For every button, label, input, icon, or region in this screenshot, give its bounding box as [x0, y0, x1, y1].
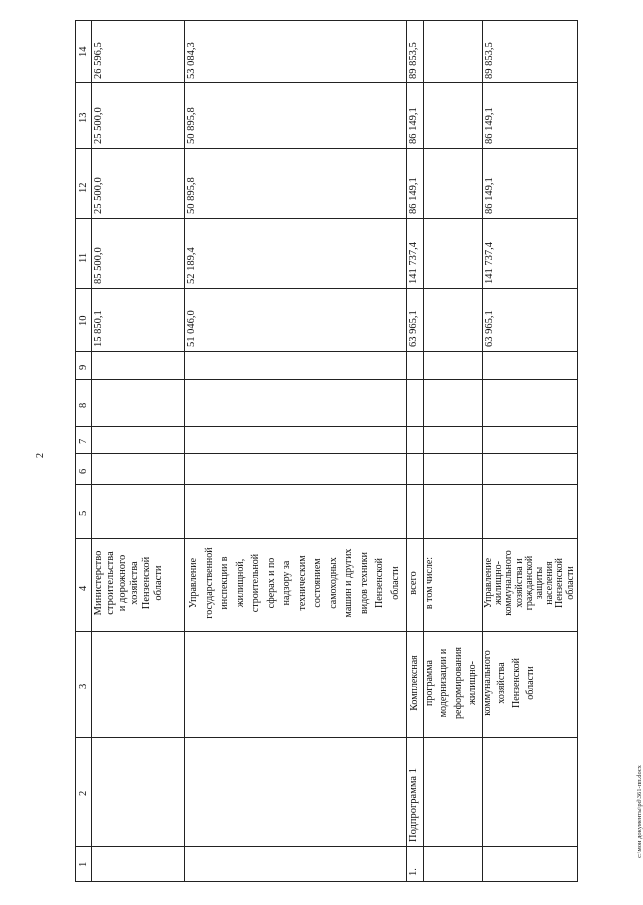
row5-col4-line4: хозяйства и: [513, 558, 525, 608]
col-line-3-2: [76, 737, 577, 738]
row3-col14: 89 853,5: [408, 42, 419, 79]
row1-col4-line1: Министерство: [93, 550, 104, 616]
header-13: 13: [78, 112, 89, 123]
row3-col13: 86 149,1: [408, 107, 419, 144]
row5-col4-line6: защиты: [534, 566, 546, 600]
row2-col4-line7: надзору за: [281, 560, 292, 606]
row2-col10: 51 046,0: [186, 310, 197, 347]
header-4: 4: [78, 585, 89, 591]
col-line-7-6: [76, 453, 577, 454]
row2-col4-line5: строительной: [250, 553, 261, 613]
col-line-12-11: [76, 218, 577, 219]
row3-col12: 86 149,1: [408, 177, 419, 214]
row1-col4-line5: Пензенской: [141, 556, 152, 610]
row5-col4-line9: области: [564, 566, 576, 600]
row2-col4-line9: состоянием: [312, 558, 323, 608]
row3-col1: 1.: [408, 868, 419, 876]
row2-col13: 50 895,8: [186, 107, 197, 144]
row5-col4-line8: Пензенской: [554, 558, 566, 608]
row-line-2: [406, 21, 407, 881]
row3-col3-line8: Пензенской: [510, 658, 522, 708]
col-line-8-7: [76, 426, 577, 427]
row3-col3: [408, 633, 539, 733]
row2-col14: 53 084,3: [186, 42, 197, 79]
col-line-11-10: [76, 288, 577, 289]
row-line-1: [184, 21, 185, 881]
row1-col4-line2: строительства: [105, 551, 116, 615]
col-line-13-12: [76, 148, 577, 149]
header-3: 3: [78, 683, 89, 689]
row2-col4-line11: машин и других: [343, 548, 354, 618]
row1-col14: 26 596,5: [93, 42, 104, 79]
row-line-3: [423, 21, 424, 881]
page-number: 2: [35, 453, 46, 458]
row1-col12: 25 500,0: [93, 177, 104, 214]
header-14: 14: [78, 46, 89, 57]
row2-col4-line10: самоходных: [327, 557, 339, 609]
row2-col11: 52 189,4: [186, 247, 197, 284]
row1-col4: [93, 539, 165, 627]
row1-col4-line3: и дорожного: [117, 554, 128, 612]
row5-col4-line5: гражданской: [523, 555, 535, 611]
row5-col4-line2: жилищно-: [493, 561, 505, 605]
row2-col4-line3: инспекции в: [219, 556, 230, 610]
row1-col11: 85 500,0: [93, 247, 104, 284]
row2-col4-line13: Пензенской: [374, 558, 385, 608]
row1-col13: 25 500,0: [93, 107, 104, 144]
row3-col3-line2: программа: [423, 660, 435, 706]
col-line-10-9: [76, 351, 577, 352]
header-10: 10: [78, 315, 89, 326]
header-8: 8: [78, 402, 89, 408]
row1-col4-line4: хозяйства: [129, 561, 140, 605]
row2-col12: 50 895,8: [186, 177, 197, 214]
header-7: 7: [78, 438, 89, 444]
header-5: 5: [78, 510, 89, 516]
row3-col3-line4: реформирования: [452, 647, 464, 719]
row2-col4-line2: государственной: [203, 547, 215, 619]
row3-col3-line6: коммунального: [481, 650, 493, 716]
header-11: 11: [78, 252, 89, 263]
row2-col4-line1: Управление: [188, 557, 199, 609]
header-12: 12: [78, 182, 89, 193]
row2-col4-line4: жилищной,: [234, 558, 246, 608]
row2-col4-line8: техническим: [296, 555, 308, 611]
header-1: 1: [78, 861, 89, 867]
row5-col12: 86 149,1: [484, 177, 495, 214]
rotated-budget-table: [75, 20, 578, 882]
row3-col3-line3: модернизации и: [438, 648, 449, 718]
row3-col11: 141 737,4: [408, 242, 419, 284]
row2-col4-line14: области: [389, 566, 401, 600]
row5-col11: 141 737,4: [484, 242, 495, 284]
row5-col4-line3: коммунального: [503, 550, 515, 616]
row2-col4: [186, 539, 403, 627]
row5-col4-line7: населения: [544, 561, 556, 605]
row2-col4-line6: сферах и по: [265, 557, 277, 609]
row1-col4-line6: области: [153, 565, 164, 601]
col-line-9-8: [76, 379, 577, 380]
col-line-14-13: [76, 82, 577, 83]
row5-col4-line1: Управление: [483, 557, 494, 609]
row5-col14: 89 853,5: [484, 42, 495, 79]
row-line-4: [482, 21, 483, 881]
row3-col3-line1: Комплексная: [409, 655, 420, 711]
col-line-4-3: [76, 631, 577, 632]
col-line-2-1: [76, 846, 577, 847]
row3-col3-line7: хозяйства: [496, 662, 507, 704]
row4-col4: в том числе:: [424, 556, 435, 610]
row5-col13: 86 149,1: [484, 107, 495, 144]
header-2: 2: [78, 790, 89, 796]
row2-col4-line12: видов техники: [358, 552, 370, 614]
row1-col10: 15 850,1: [93, 310, 104, 347]
header-6: 6: [78, 468, 89, 474]
row5-col10: 63 965,1: [484, 310, 495, 347]
row3-col4: всего: [408, 571, 419, 595]
row3-col3-line9: области: [525, 666, 536, 700]
row3-col3-line5: жилищно-: [467, 661, 478, 705]
header-9: 9: [78, 364, 89, 370]
col-line-6-5: [76, 484, 577, 485]
row3-col10: 63 965,1: [408, 310, 419, 347]
footer-file-path: c:\мои документы\pd\361-пп.docx: [635, 765, 643, 858]
row5-col4: [484, 539, 576, 627]
row-line-header: [91, 21, 92, 881]
row3-col2: Подпрограмма 1: [408, 768, 419, 842]
